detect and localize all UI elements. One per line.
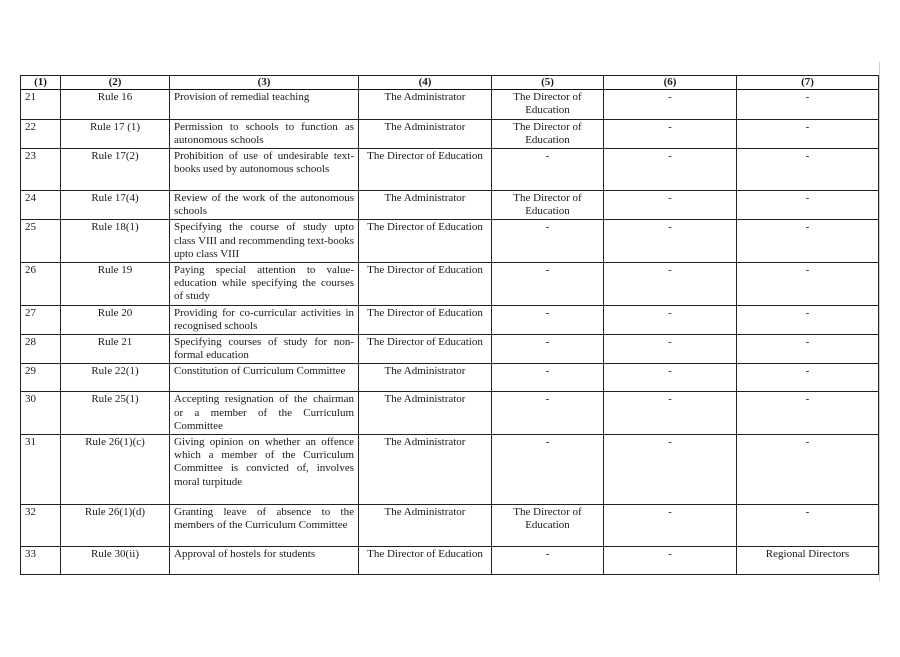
cell-provision: Providing for co-curricular activities in recognised schools: [170, 305, 359, 334]
cell-authority: The Administrator: [359, 505, 492, 547]
document-page: [20, 75, 878, 575]
cell-serial-no: 24: [21, 191, 61, 220]
cell-serial-no: 23: [21, 149, 61, 191]
cell-col7: Regional Directors: [737, 547, 879, 575]
table-row: [21, 149, 879, 191]
cell-authority: The Director of Education: [359, 547, 492, 575]
table-row: [21, 335, 879, 364]
cell-col5: -: [492, 392, 604, 435]
cell-col6: -: [604, 392, 737, 435]
cell-rule: Rule 26(1)(d): [61, 505, 170, 547]
cell-serial-no: 33: [21, 547, 61, 575]
cell-rule: Rule 21: [61, 335, 170, 364]
col-header-7: (7): [737, 76, 879, 90]
cell-col7: -: [737, 364, 879, 392]
table-row: [21, 547, 879, 575]
cell-col6: -: [604, 263, 737, 306]
cell-authority: The Director of Education: [359, 220, 492, 263]
cell-provision: Prohibition of use of undesirable text-books used by autonomous schools: [170, 149, 359, 191]
cell-rule: Rule 17(4): [61, 191, 170, 220]
cell-authority: The Administrator: [359, 191, 492, 220]
cell-provision: Giving opinion on whether an offence which a member of the Curriculum Committee is convicted of, involves moral turpitude: [170, 435, 359, 505]
cell-col7: -: [737, 263, 879, 306]
cell-serial-no: 21: [21, 90, 61, 119]
cell-col6: -: [604, 335, 737, 364]
cell-rule: Rule 17 (1): [61, 119, 170, 148]
cell-col6: -: [604, 119, 737, 148]
cell-col7: -: [737, 305, 879, 334]
cell-authority: The Director of Education: [359, 305, 492, 334]
cell-provision: Specifying the course of study upto class VIII and recommending text-books upto class VIII: [170, 220, 359, 263]
table-row: [21, 90, 879, 119]
cell-col5: -: [492, 220, 604, 263]
cell-serial-no: 22: [21, 119, 61, 148]
cell-authority: The Administrator: [359, 90, 492, 119]
col-header-4: (4): [359, 76, 492, 90]
cell-col5: The Director of Education: [492, 191, 604, 220]
col-header-1: (1): [21, 76, 61, 90]
cell-provision: Granting leave of absence to the members of the Curriculum Committee: [170, 505, 359, 547]
cell-col5: -: [492, 305, 604, 334]
cell-col5: -: [492, 335, 604, 364]
cell-col5: -: [492, 547, 604, 575]
cell-col6: -: [604, 149, 737, 191]
cell-rule: Rule 22(1): [61, 364, 170, 392]
cell-authority: The Administrator: [359, 364, 492, 392]
col-header-5: (5): [492, 76, 604, 90]
table-row: [21, 119, 879, 148]
table-row: [21, 191, 879, 220]
cell-col6: -: [604, 505, 737, 547]
cell-col5: The Director of Education: [492, 505, 604, 547]
cell-authority: The Director of Education: [359, 149, 492, 191]
cell-col5: The Director of Education: [492, 90, 604, 119]
cell-provision: Permission to schools to function as autonomous schools: [170, 119, 359, 148]
cell-authority: The Administrator: [359, 392, 492, 435]
cell-provision: Constitution of Curriculum Committee: [170, 364, 359, 392]
cell-serial-no: 29: [21, 364, 61, 392]
cell-serial-no: 31: [21, 435, 61, 505]
cell-col7: -: [737, 191, 879, 220]
table-row: [21, 305, 879, 334]
cell-provision: Approval of hostels for students: [170, 547, 359, 575]
cell-col7: -: [737, 435, 879, 505]
cell-col7: -: [737, 90, 879, 119]
header-row: [21, 76, 879, 90]
cell-col7: -: [737, 335, 879, 364]
cell-rule: Rule 26(1)(c): [61, 435, 170, 505]
cell-rule: Rule 19: [61, 263, 170, 306]
cell-provision: Accepting resignation of the chairman or a member of the Curriculum Committee: [170, 392, 359, 435]
table-row: [21, 263, 879, 306]
table-body: [21, 90, 879, 575]
table-row: [21, 220, 879, 263]
table-row: [21, 392, 879, 435]
cell-col7: -: [737, 119, 879, 148]
cell-provision: Paying special attention to value-education while specifying the courses of study: [170, 263, 359, 306]
cell-rule: Rule 17(2): [61, 149, 170, 191]
cell-authority: The Administrator: [359, 119, 492, 148]
cell-authority: The Administrator: [359, 435, 492, 505]
table-row: [21, 364, 879, 392]
delegation-table: [20, 75, 879, 575]
cell-col6: -: [604, 547, 737, 575]
col-header-3: (3): [170, 76, 359, 90]
cell-rule: Rule 16: [61, 90, 170, 119]
table-row: [21, 435, 879, 505]
cell-serial-no: 25: [21, 220, 61, 263]
cell-serial-no: 30: [21, 392, 61, 435]
cell-col5: -: [492, 263, 604, 306]
cell-authority: The Director of Education: [359, 263, 492, 306]
cell-col6: -: [604, 305, 737, 334]
cell-serial-no: 27: [21, 305, 61, 334]
cell-serial-no: 26: [21, 263, 61, 306]
cell-col5: -: [492, 364, 604, 392]
col-header-2: (2): [61, 76, 170, 90]
cell-col7: -: [737, 149, 879, 191]
cell-col6: -: [604, 364, 737, 392]
cell-authority: The Director of Education: [359, 335, 492, 364]
cell-col7: -: [737, 392, 879, 435]
cell-col5: -: [492, 435, 604, 505]
cell-provision: Specifying courses of study for non-formal education: [170, 335, 359, 364]
cell-provision: Provision of remedial teaching: [170, 90, 359, 119]
cell-col5: -: [492, 149, 604, 191]
cell-col7: -: [737, 505, 879, 547]
scan-edge-line: [879, 62, 880, 582]
cell-col6: -: [604, 220, 737, 263]
cell-rule: Rule 25(1): [61, 392, 170, 435]
cell-col6: -: [604, 435, 737, 505]
cell-col5: The Director of Education: [492, 119, 604, 148]
cell-col7: -: [737, 220, 879, 263]
cell-rule: Rule 18(1): [61, 220, 170, 263]
table-row: [21, 505, 879, 547]
col-header-6: (6): [604, 76, 737, 90]
cell-col6: -: [604, 90, 737, 119]
cell-rule: Rule 30(ii): [61, 547, 170, 575]
cell-provision: Review of the work of the autonomous schools: [170, 191, 359, 220]
cell-serial-no: 32: [21, 505, 61, 547]
cell-rule: Rule 20: [61, 305, 170, 334]
cell-col6: -: [604, 191, 737, 220]
cell-serial-no: 28: [21, 335, 61, 364]
